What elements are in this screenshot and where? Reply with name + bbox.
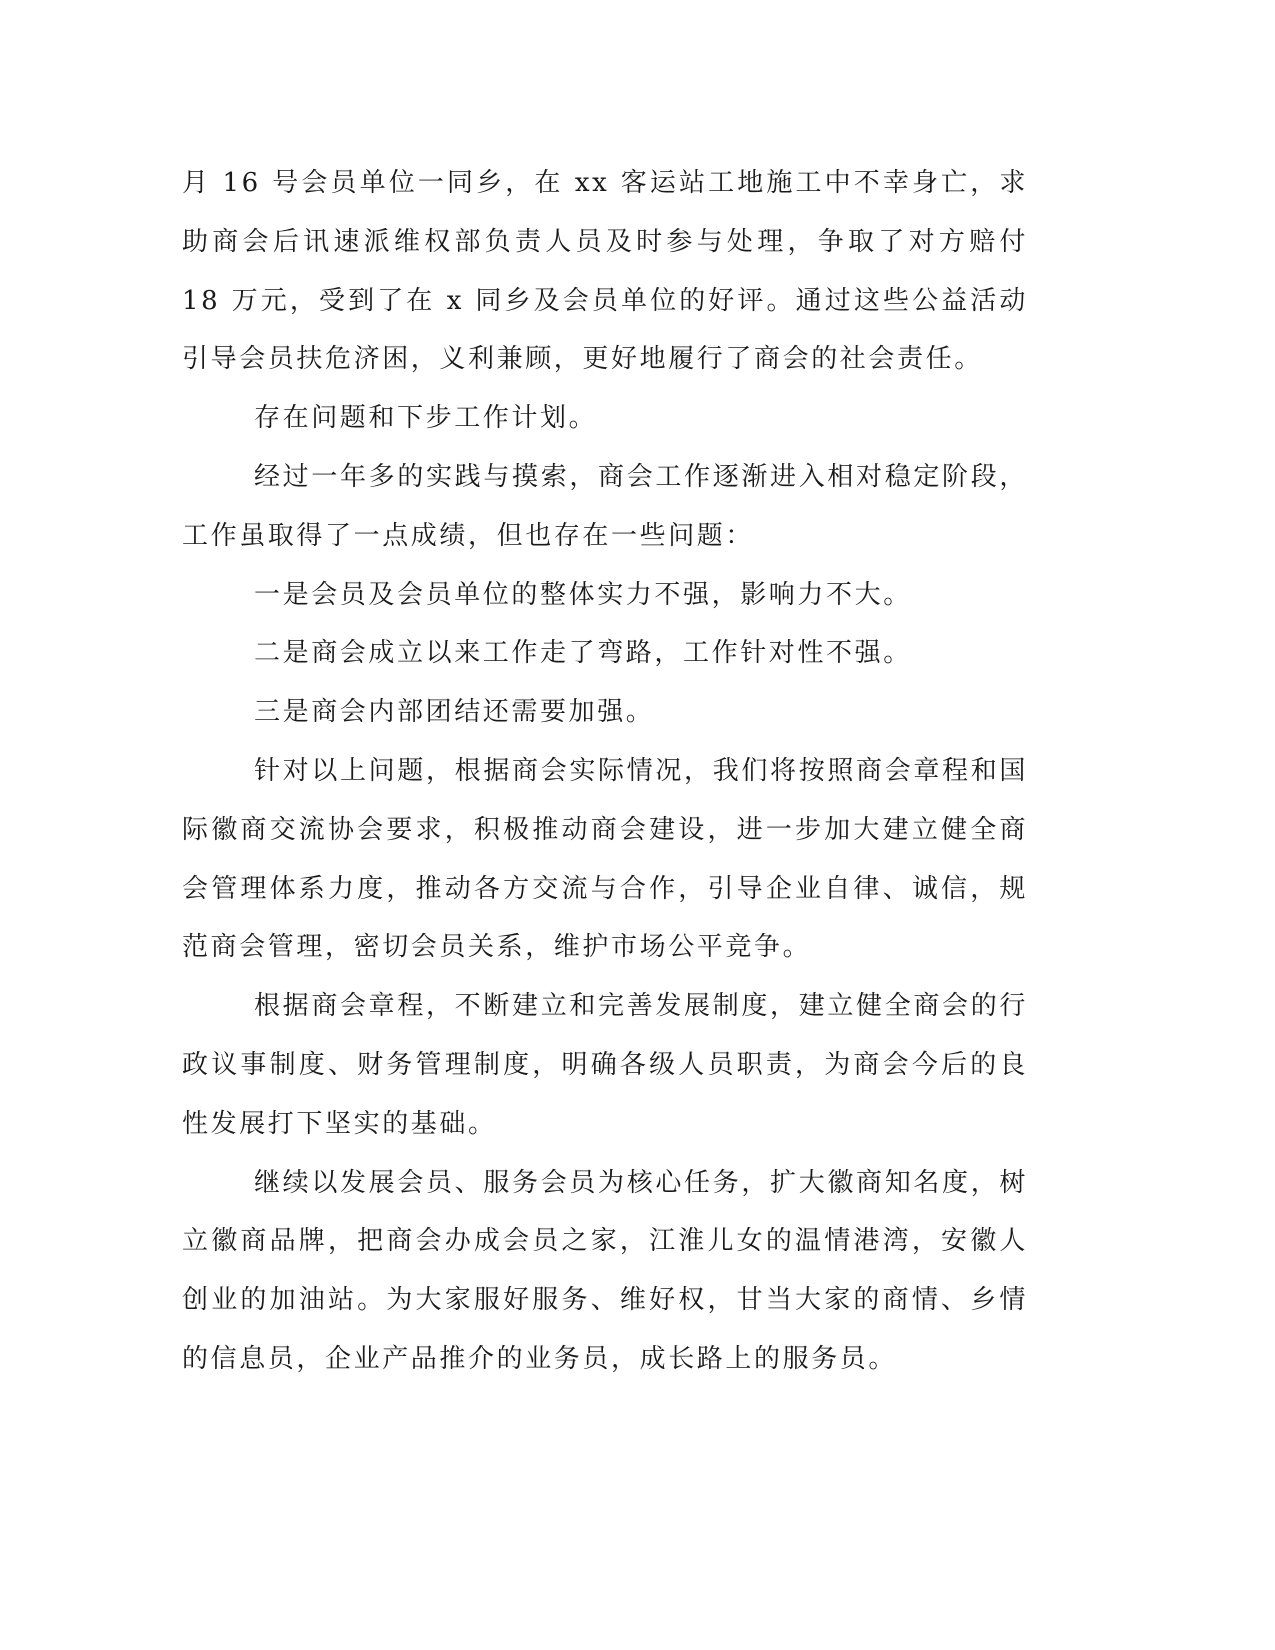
paragraph-2: 存在问题和下步工作计划。: [254, 403, 598, 434]
document-body: [182, 154, 1028, 1389]
paragraph-3: 经过一年多的实践与摸索，商会工作逐渐进入相对稳定阶段，工作虽取得了一点成绩，但也存在一些问题：: [182, 461, 1028, 551]
paragraph-6: 三是商会内部团结还需要加强。: [254, 697, 655, 728]
paragraph-4: 一是会员及会员单位的整体实力不强，影响力不大。: [254, 579, 912, 610]
paragraph-1: 月 16 号会员单位一同乡，在 xx 客运站工地施工中不幸身亡，求助商会后讯速派维权部负责人员及时参与处理，争取了对方赔付 18 万元，受到了在 x 同乡及会员单位的好评。通过这些公益活动引导会员扶危济困，义利兼顾，更好地履行了商会的社会责任。: [182, 168, 1028, 375]
paragraph-7: 针对以上问题，根据商会实际情况，我们将按照商会章程和国际徽商交流协会要求，积极推动商会建设，进一步加大建立健全商会管理体系力度，推动各方交流与合作，引导企业自律、诚信，规范商会管理，密切会员关系，维护市场公平竞争。: [182, 755, 1028, 963]
paragraph-9: 继续以发展会员、服务会员为核心任务，扩大徽商知名度，树立徽商品牌，把商会办成会员之家，江淮儿女的温情港湾，安徽人创业的加油站。为大家服好服务、维好权，甘当大家的商情、乡情的信息员，企业产品推介的业务员，成长路上的服务员。: [182, 1167, 1028, 1374]
paragraph-5: 二是商会成立以来工作走了弯路，工作针对性不强。: [254, 638, 912, 669]
paragraph-8: 根据商会章程，不断建立和完善发展制度，建立健全商会的行政议事制度、财务管理制度，明确各级人员职责，为商会今后的良性发展打下坚实的基础。: [182, 991, 1028, 1139]
